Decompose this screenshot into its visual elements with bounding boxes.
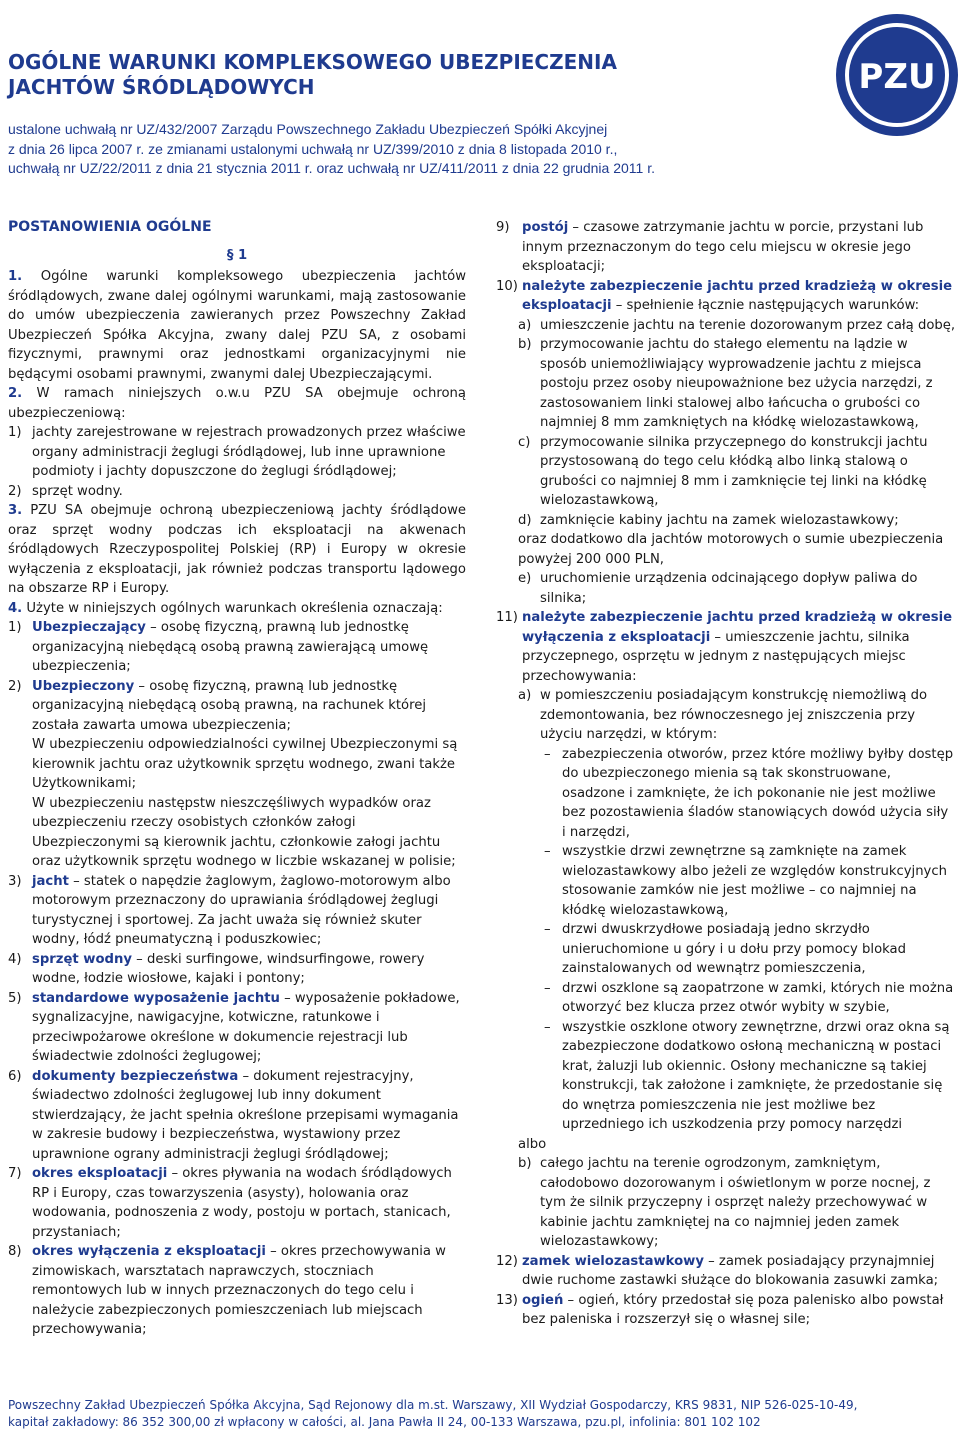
albo-connector: albo (518, 1136, 547, 1152)
footer (8, 1397, 958, 1431)
footer-line-1: Powszechny Zakład Ubezpieczeń Spółka Akcyjna, Sąd Rejonowy dla m.st. Warszawy, XII Wydział Gospodarczy, KRS 9831, NIP 526-025-10-49, (8, 1398, 858, 1412)
definition-10-b: b) przymocowanie jachtu do stałego elementu na lądzie w sposób uniemożliwiający wyprowadzenie jachtu z miejsca postoju przez osoby nieupoważnione bez użycia narzędzi, z zastosowaniem linki stalowej albo łańcucha o grubości co najmniej 8 mm zamkniętych na kłódkę wielozastawkową, (518, 337, 933, 430)
list-item: 1) jachty zarejestrowane w rejestrach prowadzonych przez właściwe organy administracji żeglugi śródlądowej, lub inne uprawnione podmioty i jachty dopuszczone do żeglugi śródlądowej; (8, 425, 466, 479)
clause-4: 4. Użyte w niniejszych ogólnych warunkach określenia oznaczają: (8, 600, 443, 616)
definition-10-c: c) przymocowanie silnika przyczepnego do konstrukcji jachtu przystosowaną do tego celu kłódką albo linką stalową o grubości co najmniej 8 mm i zamknięcie tej linki na kłódkę wielozastawkową, (518, 434, 928, 508)
definition-10-d: d) zamknięcie kabiny jachtu na zamek wielozastawkowy; (518, 512, 899, 528)
title-line-2: JACHTÓW ŚRÓDLĄDOWYCH (8, 75, 315, 99)
definition-5: 5) standardowe wyposażenie jachtu – wyposażenie pokładowe, sygnalizacyjne, nawigacyjne, kotwiczne, ratunkowe i przeciwpożarowe określone w dokumencie rejestracji lub świadectwie zdolności żeglugowej; (8, 990, 460, 1064)
footer-line-2: kapitał zakładowy: 86 352 300,00 zł wpłacony w całości, al. Jana Pawła II 24, 00-133 Warszawa, pzu.pl, infolinia: 801 102 102 (8, 1415, 761, 1429)
left-column (8, 218, 466, 1340)
pzu-logo (834, 12, 960, 138)
definition-1: 1) Ubezpieczający – osobę fizyczną, prawną lub jednostkę organizacyjną niebędącą osobą prawną zawierającą umowę ubezpieczenia; (8, 620, 429, 674)
definition-12: 12) zamek wielozastawkowy – zamek posiadający przynajmniej dwie ruchome zastawki służące do blokowania zasuwki zamka; (496, 1253, 939, 1288)
subtitle-line-1: ustalone uchwałą nr UZ/432/2007 Zarządu Powszechnego Zakładu Ubezpieczeń Spółki Akcyjnej (8, 121, 608, 137)
definition-10-a: a) umieszczenie jachtu na terenie dozorowanym przez całą dobę, (518, 317, 956, 333)
dash-item: – zabezpieczenia otworów, przez które możliwy byłby dostęp do ubezpieczonego mienia są tak skonstruowane, osadzone i zamknięte, że ich pokonanie nie jest możliwe bez pozostawienia śladów stanowiących dowód użycia siły i narzędzi, (544, 746, 954, 840)
definition-11: 11) należyte zabezpieczenie jachtu przed kradzieżą w okresie wyłączenia z eksploatacji – umieszczenie jachtu, silnika przyczepnego, osprzętu w jednym z następujących miejsc przechowywania: (496, 610, 953, 684)
subtitle-line-3: uchwałą nr UZ/22/2011 z dnia 21 stycznia 2011 r. oraz uchwałą nr UZ/411/2011 z dnia 22 grudnia 2011 r. (8, 160, 655, 176)
clause-1: 1. Ogólne warunki kompleksowego ubezpieczenia jachtów śródlądowych, zwane dalej ogólnymi warunkami, mają zastosowanie do umów ubezpieczenia zawieranych przez Powszechny Zakład Ubezpieczeń Spółka Akcyjna, zwany dalej PZU SA, z osobami fizycznymi, prawnymi oraz jednostkami organizacyjnymi nie będącymi osobami prawnymi, zwanymi dalej Ubezpieczającymi. (8, 269, 466, 382)
definition-10: 10) należyte zabezpieczenie jachtu przed kradzieżą w okresie eksploatacji – spełnienie łącznie następujących warunków: (496, 278, 953, 313)
definition-2: 2) Ubezpieczony – osobę fizyczną, prawną lub jednostkę organizacyjną niebędącą osobą prawną, na rachunek której została zawarta umowa ubezpieczenia; (8, 678, 427, 733)
definition-13: 13) ogień – ogień, który przedostał się poza palenisko albo powstał bez paleniska i rozszerzył się o własnej sile; (496, 1292, 944, 1327)
dash-item: – wszystkie drzwi zewnętrzne są zamknięte na zamek wielozastawkowy albo jeżeli ze względów konstrukcyjnych stosowanie zamków nie jest możliwe – co najmniej na kłódkę wielozastawkową, (544, 844, 947, 918)
list-item: 2) sprzęt wodny. (8, 483, 123, 499)
clause-2: 2. W ramach niniejszych o.w.u PZU SA obejmuje ochroną ubezpieczeniową: (8, 386, 466, 421)
clause-3: 3. PZU SA obejmuje ochroną ubezpieczeniową jachty śródlądowe oraz sprzęt wodny podczas ich eksploatacji na akwenach śródlądowych Rzeczypospolitej Polskiej (RP) i Europy w okresie wyłączenia z eksploatacji, jak również podczas transportu lądowego na obszarze RP i Europy. (8, 503, 466, 596)
definition-6: 6) dokumenty bezpieczeństwa – dokument rejestracyjny, świadectwo zdolności żeglugowej lub inny dokument stwierdzający, że jacht spełnia określone przepisami wymagania w zakresie budowy i bezpieczeństwa, wystawiony przez uprawnione ograny administracji żeglugi śródlądowej; (8, 1068, 459, 1162)
definition-8: 8) okres wyłączenia z eksploatacji – okres przechowywania w zimowiskach, warsztatach naprawczych, stoczniach remontowych lub w innych przeznaczonych do tego celu i należycie zabezpieczonych pomieszczeniach lub miejscach przechowywania; (8, 1244, 446, 1337)
definition-3: 3) jacht – statek o napędzie żaglowym, żaglowo-motorowym albo motorowym przeznaczony do uprawiania śródlądowej żeglugi turystycznej i sportowej. Za jacht uważa się również skuter wodny, łódź pneumatyczną i poduszkowiec; (8, 873, 451, 947)
right-column (496, 218, 956, 1330)
document-title (8, 50, 768, 100)
definition-4: 4) sprzęt wodny – deski surfingowe, windsurfingowe, rowery wodne, łodzie wiosłowe, kajaki i pontony; (8, 951, 425, 986)
definition-11-b: b) całego jachtu na terenie ogrodzonym, zamkniętym, całodobowo dozorowanym i oświetlonym w porze nocnej, z tym że silnik przyczepny i osprzęt należy przechowywać w kabinie jachtu zamkniętej na co najmniej jeden zamek wielozastawkowy; (518, 1156, 931, 1249)
definition-7: 7) okres eksploatacji – okres pływania na wodach śródlądowych RP i Europy, czas towarzyszenia (asysty), holowania oraz wodowania, podnoszenia z wody, postoju w portach, stanicach, przystaniach; (8, 1166, 452, 1240)
paragraph-mark: § 1 (226, 247, 248, 263)
document-subtitle (8, 120, 768, 179)
definition-9: 9) postój – czasowe zatrzymanie jachtu w porcie, przystani lub innym przeznaczonym do tego celu miejscu w okresie jego eksploatacji; (496, 220, 924, 274)
subtitle-line-2: z dnia 26 lipca 2007 r. ze zmianami ustalonymi uchwałą nr UZ/399/2010 z dnia 8 listopada 2010 r., (8, 140, 618, 157)
title-line-1: OGÓLNE WARUNKI KOMPLEKSOWEGO UBEZPIECZENIA (8, 50, 617, 74)
dash-item: – drzwi oszklone są zaopatrzone w zamki, których nie można otworzyć bez klucza przez otwór wybity w szybie, (544, 980, 954, 1015)
definition-11-a: a) w pomieszczeniu posiadającym konstrukcję niemożliwą do zdemontowania, bez równoczesnego jej zniszczenia przy użyciu narzędzi, w którym: (518, 688, 928, 742)
definition-2-note-b: W ubezpieczeniu następstw nieszczęśliwych wypadków oraz ubezpieczeniu rzeczy osobistych członków załogi Ubezpieczonymi są kierownik jachtu, członkowie załogi jachtu oraz użytkownik sprzętu wodnego w liczbie wskazanej w polisie; (32, 795, 456, 869)
logo-text: PZU (858, 57, 936, 97)
section-heading: POSTANOWIENIA OGÓLNE (8, 219, 212, 235)
dash-item: – wszystkie oszklone otwory zewnętrzne, drzwi oraz okna są zabezpieczone dodatkowo osłoną mechaniczną w postaci krat, żaluzji lub okiennic. Osłony mechaniczne są takiej konstrukcji, tak założone i zamknięte, że przedostanie się do wnętrza pomieszczenia nie jest możliwe bez uprzedniego ich uszkodzenia przy pomocy narzędzi (544, 1019, 950, 1132)
dash-item: – drzwi dwuskrzydłowe posiadają jedno skrzydło unieruchomione u góry i u dołu przy pomocy blokad zainstalowanych od wewnątrz pomieszczenia, (544, 922, 907, 976)
definition-10-additional: oraz dodatkowo dla jachtów motorowych o sumie ubezpieczenia powyżej 200 000 PLN, (518, 532, 944, 567)
definition-2-note-a: W ubezpieczeniu odpowiedzialności cywilnej Ubezpieczonymi są kierownik jachtu oraz użytkownik sprzętu wodnego, zwani także Użytkownikami; (32, 737, 458, 791)
definition-10-e: e) uruchomienie urządzenia odcinającego dopływ paliwa do silnika; (518, 571, 918, 606)
